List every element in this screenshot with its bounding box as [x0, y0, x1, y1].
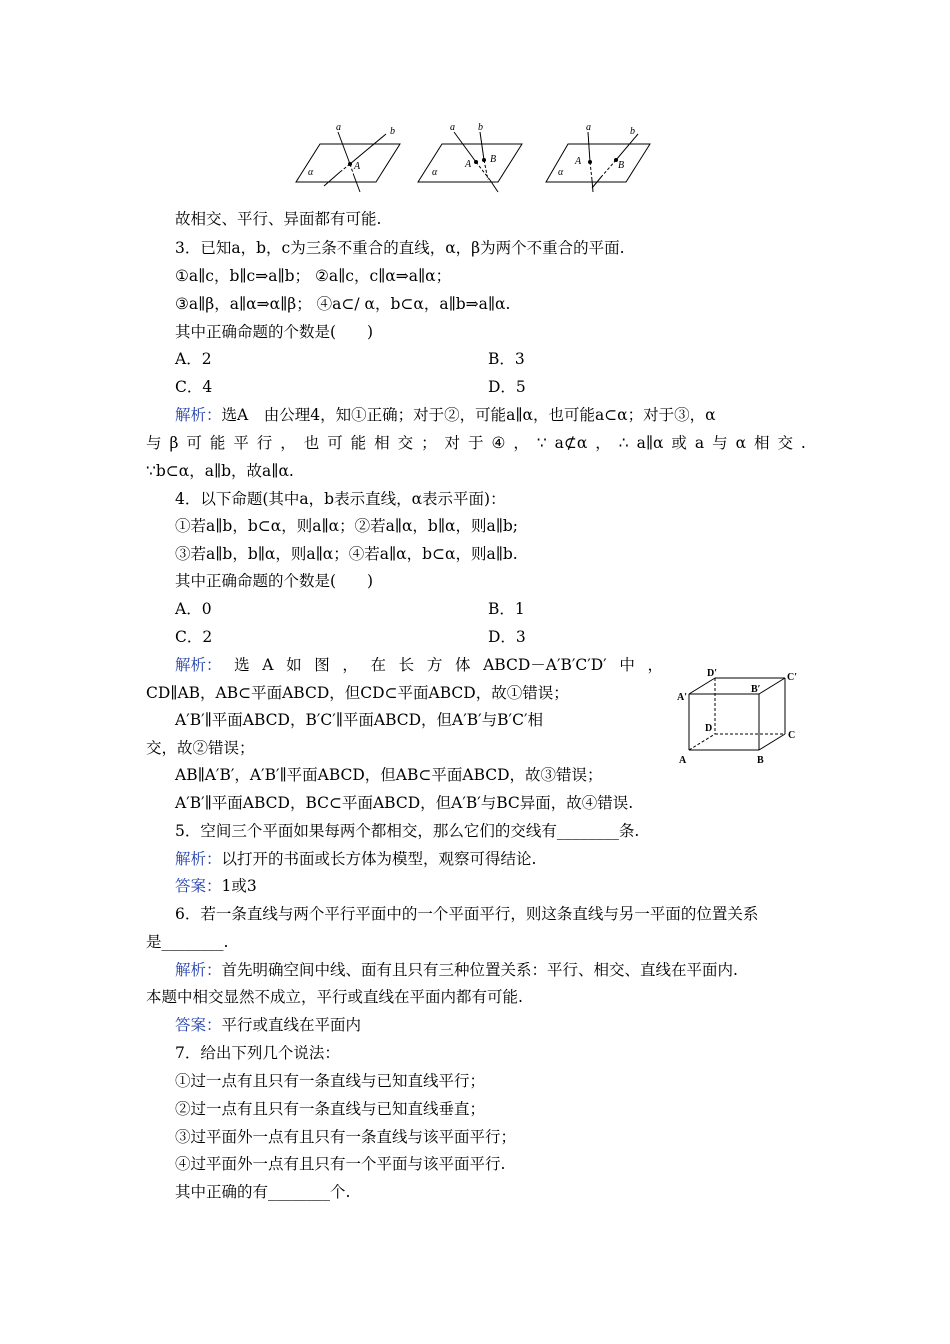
q5-solution: [175, 849, 536, 869]
plane-diagram-3: [546, 122, 650, 192]
q3-solution-line-2: [146, 433, 806, 453]
q3-solution-token: ，: [513, 434, 529, 452]
plane-alpha-label: α: [432, 167, 438, 178]
point-a-label: A: [575, 156, 582, 167]
q4-prop-3-4: ③若a∥b，b∥α，则a∥α；④若a∥α，b⊂α，则a∥b.: [175, 545, 518, 563]
q3-solution-token: 行: [256, 434, 273, 452]
q4-option-c: C．2: [175, 628, 213, 646]
q3-solution-token: ∴: [618, 434, 629, 452]
q3-solution-token: a⊄α: [554, 434, 588, 452]
q3-solution-token: 可: [186, 434, 202, 452]
cuboid-figure: [675, 668, 805, 768]
q3-solution-token: α: [735, 434, 747, 452]
line-b-label: b: [630, 126, 635, 137]
plane-alpha-label: α: [308, 167, 314, 178]
answer-text: 1或3: [221, 877, 257, 895]
q3-solution-token: a: [694, 434, 705, 452]
vertex-d1-label: D′: [707, 668, 718, 679]
q3-solution-token: 与: [146, 434, 162, 452]
vertex-b-label: B: [757, 755, 764, 766]
q4-solution-token: ，: [342, 656, 358, 674]
q4-solution-line-2: CD∥AB，AB⊂平面ABCD，但CD⊂平面ABCD，故①错误；: [146, 684, 569, 702]
point-a-label: A: [354, 161, 361, 172]
q3-solution-token: 与: [712, 434, 728, 452]
q3-option-d: D．5: [488, 378, 526, 396]
line-a-label: a: [450, 122, 455, 133]
q3-solution-token: ∵: [536, 434, 547, 452]
q7-statement-1: ①过一点有且只有一条直线与已知直线平行；: [175, 1072, 486, 1090]
q4-solution-token: 长: [398, 656, 415, 674]
q3-solution-token: .: [800, 434, 806, 452]
q4-solution-line-1: [175, 655, 663, 675]
line-b-label: b: [390, 126, 395, 137]
q4-option-d: D．3: [488, 628, 526, 646]
q4-stem: 4．以下命题(其中a，b表示直线，α表示平面)：: [175, 490, 506, 508]
q3-solution-token: β: [169, 434, 179, 452]
q4-solution-token: 选: [234, 656, 250, 674]
answer-label: 答案：: [175, 1016, 222, 1034]
plane-diagram-2: [418, 122, 522, 192]
conclusion-line: 故相交、平行、异面都有可能.: [175, 210, 382, 228]
solution-label: 解析：: [175, 850, 222, 868]
q4-option-b: B．1: [488, 600, 525, 618]
vertex-c1-label: C′: [787, 672, 798, 683]
line-b-label: b: [478, 122, 483, 133]
solution-label: 解析：: [175, 406, 222, 424]
q3-stem: 3．已知a，b，c为三条不重合的直线，α，β为两个不重合的平面.: [175, 239, 625, 257]
solution-label: 解析：: [175, 656, 222, 674]
q4-solution-token: 中: [619, 656, 635, 674]
q6-stem-line-2: 是________.: [146, 933, 229, 951]
q7-statement-4: ④过平面外一点有且只有一个平面与该平面平行.: [175, 1155, 506, 1173]
q4-solution-token: 方: [426, 656, 443, 674]
q4-solution-token: 体: [454, 656, 471, 674]
q4-solution-token: 图: [314, 656, 330, 674]
q3-solution-token: 平: [233, 434, 249, 452]
q3-solution-token: 交: [397, 434, 414, 452]
q3-solution-token: ，: [280, 434, 296, 452]
vertex-a-label: A: [679, 755, 687, 766]
q3-solution-token: 能: [209, 434, 226, 452]
q5-stem: 5．空间三个平面如果每两个都相交，那么它们的交线有________条.: [175, 822, 640, 840]
vertex-d-label: D: [705, 723, 713, 734]
q4-solution-line-5: AB∥A′B′，A′B′∥平面ABCD，但AB⊂平面ABCD，故③错误；: [175, 766, 603, 784]
point-b-label: B: [490, 154, 497, 165]
q3-prop-1-2: ①a∥c，b∥c⇒a∥b； ②a∥c，c∥α⇒a∥α；: [175, 267, 452, 285]
solution-text: 以打开的书面或长方体为模型，观察可得结论.: [221, 850, 537, 868]
q3-solution-line-1: [175, 405, 716, 425]
q3-option-b: B．3: [488, 350, 525, 368]
q3-question: 其中正确命题的个数是( ): [175, 323, 374, 341]
q3-option-c: C．4: [175, 378, 213, 396]
solution-text: 选A 由公理4，知①正确；对于②，可能a∥α，也可能a⊂α；对于③，α: [221, 406, 716, 424]
planes-figure: [290, 120, 670, 200]
q7-statement-3: ③过平面外一点有且只有一条直线与该平面平行；: [175, 1128, 517, 1146]
point-a-label: A: [465, 159, 472, 170]
q3-solution-token: 或: [671, 434, 687, 452]
q4-solution-token: A: [262, 656, 274, 674]
q5-answer: [175, 876, 257, 896]
q4-solution-token: 如: [286, 656, 302, 674]
q3-solution-token: a∥α: [636, 434, 664, 452]
q4-solution-line-3: A′B′∥平面ABCD，B′C′∥平面ABCD，但A′B′与B′C′相: [175, 711, 543, 729]
q3-solution-token: ④: [491, 434, 506, 452]
solution-text: 首先明确空间中线、面有且只有三种位置关系：平行、相交、直线在平面内.: [221, 961, 738, 979]
vertex-a1-label: A′: [677, 692, 688, 703]
q3-solution-token: 对: [444, 434, 461, 452]
answer-label: 答案：: [175, 877, 222, 895]
q4-solution-token: 在: [370, 656, 387, 674]
q3-solution-token: ，: [595, 434, 611, 452]
q4-prop-1-2: ①若a∥b，b⊂α，则a∥α；②若a∥α，b∥α，则a∥b;: [175, 517, 519, 535]
q3-solution-token: 相: [753, 434, 770, 452]
plane-diagram-1: [296, 122, 400, 192]
q3-solution-token: 于: [468, 434, 484, 452]
q3-solution-token: ；: [421, 434, 437, 452]
q4-solution-token: ，: [647, 656, 663, 674]
line-a-label: a: [336, 122, 341, 133]
q3-option-a: A．2: [175, 350, 212, 368]
q4-option-a: A．0: [175, 600, 212, 618]
q3-solution-token: 也: [303, 434, 320, 452]
q3-solution-token: 可: [327, 434, 343, 452]
q4-solution-token: ABCD－A′B′C′D′: [483, 656, 607, 674]
q6-answer: [175, 1015, 361, 1035]
q6-stem-line-1: 6．若一条直线与两个平行平面中的一个平面平行，则这条直线与另一平面的位置关系: [175, 905, 759, 923]
q6-solution-line-2: 本题中相交显然不成立，平行或直线在平面内都有可能.: [146, 988, 523, 1006]
q7-statement-2: ②过一点有且只有一条直线与已知直线垂直；: [175, 1100, 486, 1118]
q7-stem: 7．给出下列几个说法：: [175, 1044, 340, 1062]
plane-alpha-label: α: [558, 167, 564, 178]
point-b-label: B: [618, 160, 625, 171]
q3-solution-token: 相: [374, 434, 390, 452]
q3-solution-line-3: ∵b⊂α，a∥b，故a∥α.: [146, 462, 294, 480]
vertex-b1-label: B′: [751, 684, 761, 695]
q3-prop-3-4: ③a∥β，a∥α⇒α∥β； ④a⊂/ α，b⊂α，a∥b⇒a∥α.: [175, 295, 511, 313]
q7-question: 其中正确的有________个.: [175, 1183, 351, 1201]
solution-label: 解析：: [175, 961, 222, 979]
q6-solution-line-1: [175, 960, 738, 980]
q4-question: 其中正确命题的个数是( ): [175, 572, 374, 590]
line-a-label: a: [586, 122, 591, 133]
q3-solution-token: 能: [350, 434, 367, 452]
q4-solution-line-4: 交，故②错误；: [146, 739, 255, 757]
q3-solution-token: 交: [777, 434, 793, 452]
vertex-c-label: C: [788, 730, 796, 741]
answer-text: 平行或直线在平面内: [221, 1016, 362, 1034]
q4-solution-line-6: A′B′∥平面ABCD，BC⊂平面ABCD，但A′B′与BC异面，故④错误.: [175, 794, 634, 812]
